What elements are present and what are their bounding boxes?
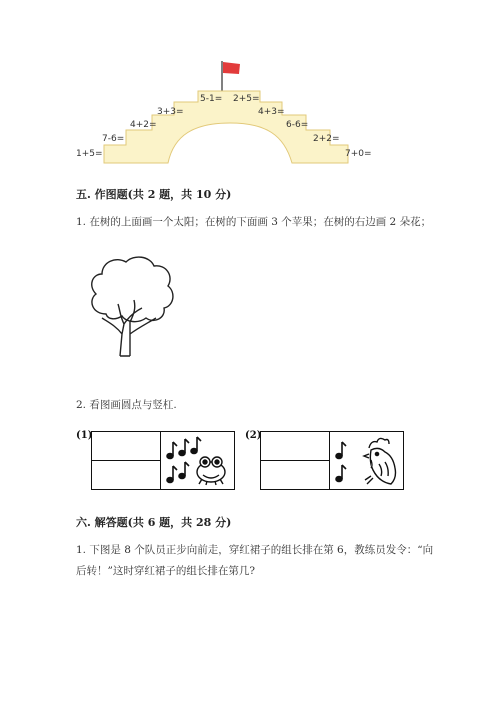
flag-icon <box>223 62 240 74</box>
section6-question1-line1: 1. 下图是 8 个队员正步向前走，穿红裙子的组长排在第 6，教练员发令：“向 <box>76 544 434 556</box>
rooster-icon <box>364 438 396 484</box>
equation-left-3: 4+2= <box>130 120 157 130</box>
tree-crown <box>92 257 173 322</box>
panel2-answer-box[interactable] <box>261 432 330 489</box>
panel1 <box>91 431 235 490</box>
panel2-label: (2) <box>245 430 262 441</box>
equation-right-4: 2+2= <box>313 134 340 144</box>
panel1-divider <box>92 460 160 461</box>
equation-right-5: 7+0= <box>345 149 372 159</box>
section6-question1-line2: 后转！”这时穿红裙子的组长排在第几? <box>76 565 255 577</box>
music-note-icon <box>167 437 201 483</box>
equation-right-3: 6-6= <box>286 120 309 130</box>
section5-question2: 2. 看图画圆点与竖杠. <box>76 399 177 411</box>
panel1-label: (1) <box>76 430 93 441</box>
equation-left-1: 1+5= <box>76 149 103 159</box>
panel2 <box>260 431 404 490</box>
equation-left-2: 7-6= <box>102 134 125 144</box>
music-note-icon <box>336 442 346 482</box>
section5-question1: 1. 在树的上面画一个太阳；在树的下面画 3 个苹果；在树的右边画 2 朵花； <box>76 216 432 228</box>
bridge-figure <box>70 55 380 165</box>
panel2-picture <box>331 434 401 487</box>
tree-drawing <box>86 252 178 358</box>
equation-right-2: 4+3= <box>258 107 285 117</box>
section5-heading: 五. 作图题(共 2 题，共 10 分) <box>76 188 232 201</box>
equation-left-5: 5-1= <box>200 94 223 104</box>
panel1-picture <box>162 434 232 487</box>
frog-icon <box>197 457 225 485</box>
equation-right-1: 2+5= <box>233 94 260 104</box>
section6-heading: 六. 解答题(共 6 题，共 28 分) <box>76 516 232 529</box>
equation-left-4: 3+3= <box>157 107 184 117</box>
panel2-divider <box>261 460 329 461</box>
panel1-answer-box[interactable] <box>92 432 161 489</box>
